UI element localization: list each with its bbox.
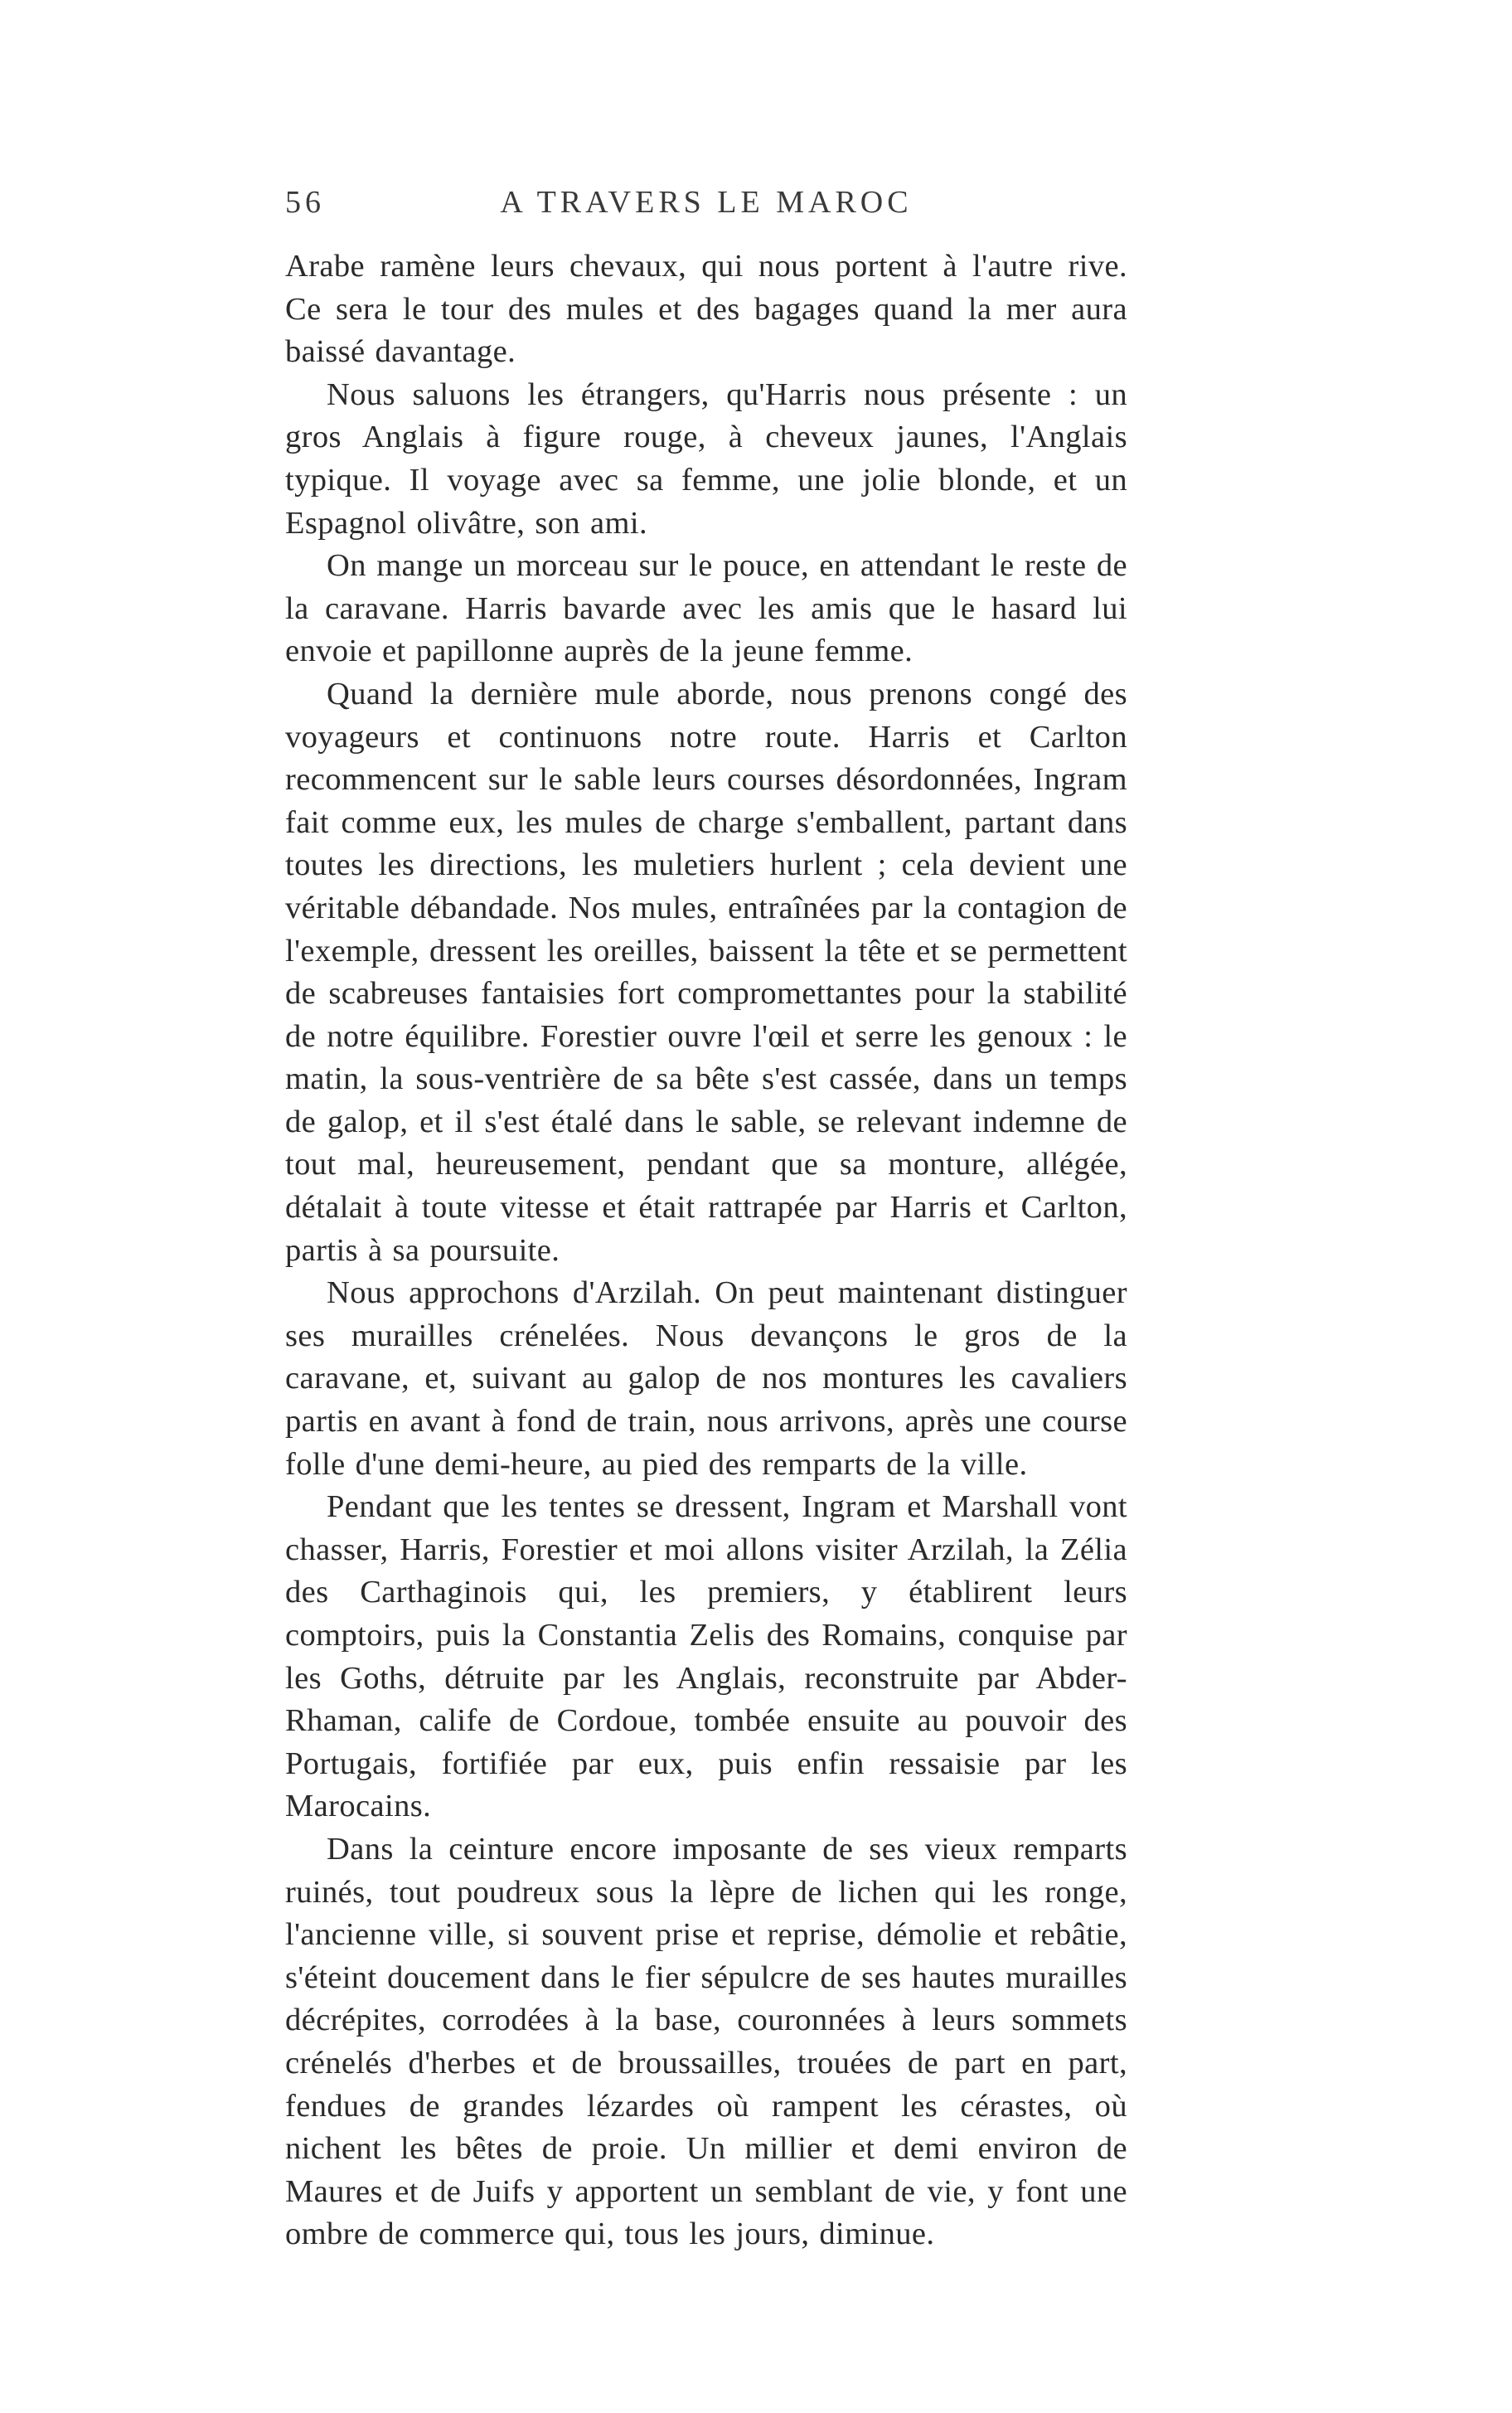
paragraph: Quand la dernière mule aborde, nous prenons congé des voyageurs et continuons notre route. Harris et Carlton recommencent sur le sable leurs courses désordonnées, Ingram fait comme eux, les mules de charge s'emballent, partant dans toutes les directions, les muletiers hurlent ; cela devient une véritable débandade. Nos mules, entraînées par la contagion de l'exemple, dressent les oreilles, baissent la tête et se permettent de scabreuses fantaisies fort compromettantes pour la stabilité de notre équilibre. Forestier ouvre l'œil et serre les genoux : le matin, la sous-ventrière de sa bête s'est cassée, dans un temps de galop, et il s'est étalé dans le sable, se relevant indemne de tout mal, heureusement, pendant que sa monture, allégée, détalait à toute vitesse et était rattrapée par Harris et Carlton, partis à sa poursuite. <box>285 676 1127 1268</box>
paragraph: Dans la ceinture encore imposante de ses vieux remparts ruinés, tout poudreux sous la lèpre de lichen qui les ronge, l'ancienne ville, si souvent prise et reprise, démolie et rebâtie, s'éteint doucement dans le fier sépulcre de ses hautes murailles décrépites, corrodées à la base, couronnées à leurs sommets crénelés d'herbes et de broussailles, trouées de part en part, fendues de grandes lézardes où rampent les cérastes, où nichent les bêtes de proie. Un millier et demi environ de Maures et de Juifs y apportent un semblant de vie, y font une ombre de commerce qui, tous les jours, diminue. <box>285 1831 1127 2252</box>
paragraph: On mange un morceau sur le pouce, en attendant le reste de la caravane. Harris bavarde avec les amis que le hasard lui envoie et papillonne auprès de la jeune femme. <box>285 548 1127 669</box>
paragraph: Pendant que les tentes se dressent, Ingram et Marshall vont chasser, Harris, Forestier et moi allons visiter Arzilah, la Zélia des Carthaginois qui, les premiers, y établirent leurs comptoirs, puis la Constantia Zelis des Romains, conquise par les Goths, détruite par les Anglais, reconstruite par Abder-Rhaman, calife de Cordoue, tombée ensuite au pouvoir des Portugais, fortifiée par eux, puis enfin ressaisie par les Marocains. <box>285 1489 1127 1824</box>
paragraph: Nous saluons les étrangers, qu'Harris nous présente : un gros Anglais à figure rouge, à cheveux jaunes, l'Anglais typique. Il voyage avec sa femme, une jolie blonde, et un Espagnol olivâtre, son ami. <box>285 376 1127 541</box>
page-header <box>285 184 1127 226</box>
body-text <box>285 245 1127 2256</box>
running-title: A TRAVERS LE MAROC <box>500 185 913 220</box>
paragraph: Nous approchons d'Arzilah. On peut maintenant distinguer ses murailles crénelées. Nous devançons le gros de la caravane, et, suivant au galop de nos montures les cavaliers partis en avant à fond de train, nous arrivons, après une course folle d'une demi-heure, au pied des remparts de la ville. <box>285 1275 1127 1482</box>
paragraph: Arabe ramène leurs chevaux, qui nous portent à l'autre rive. Ce sera le tour des mules et des bagages quand la mer aura baissé davantage. <box>285 249 1127 370</box>
page-number: 56 <box>285 185 325 220</box>
